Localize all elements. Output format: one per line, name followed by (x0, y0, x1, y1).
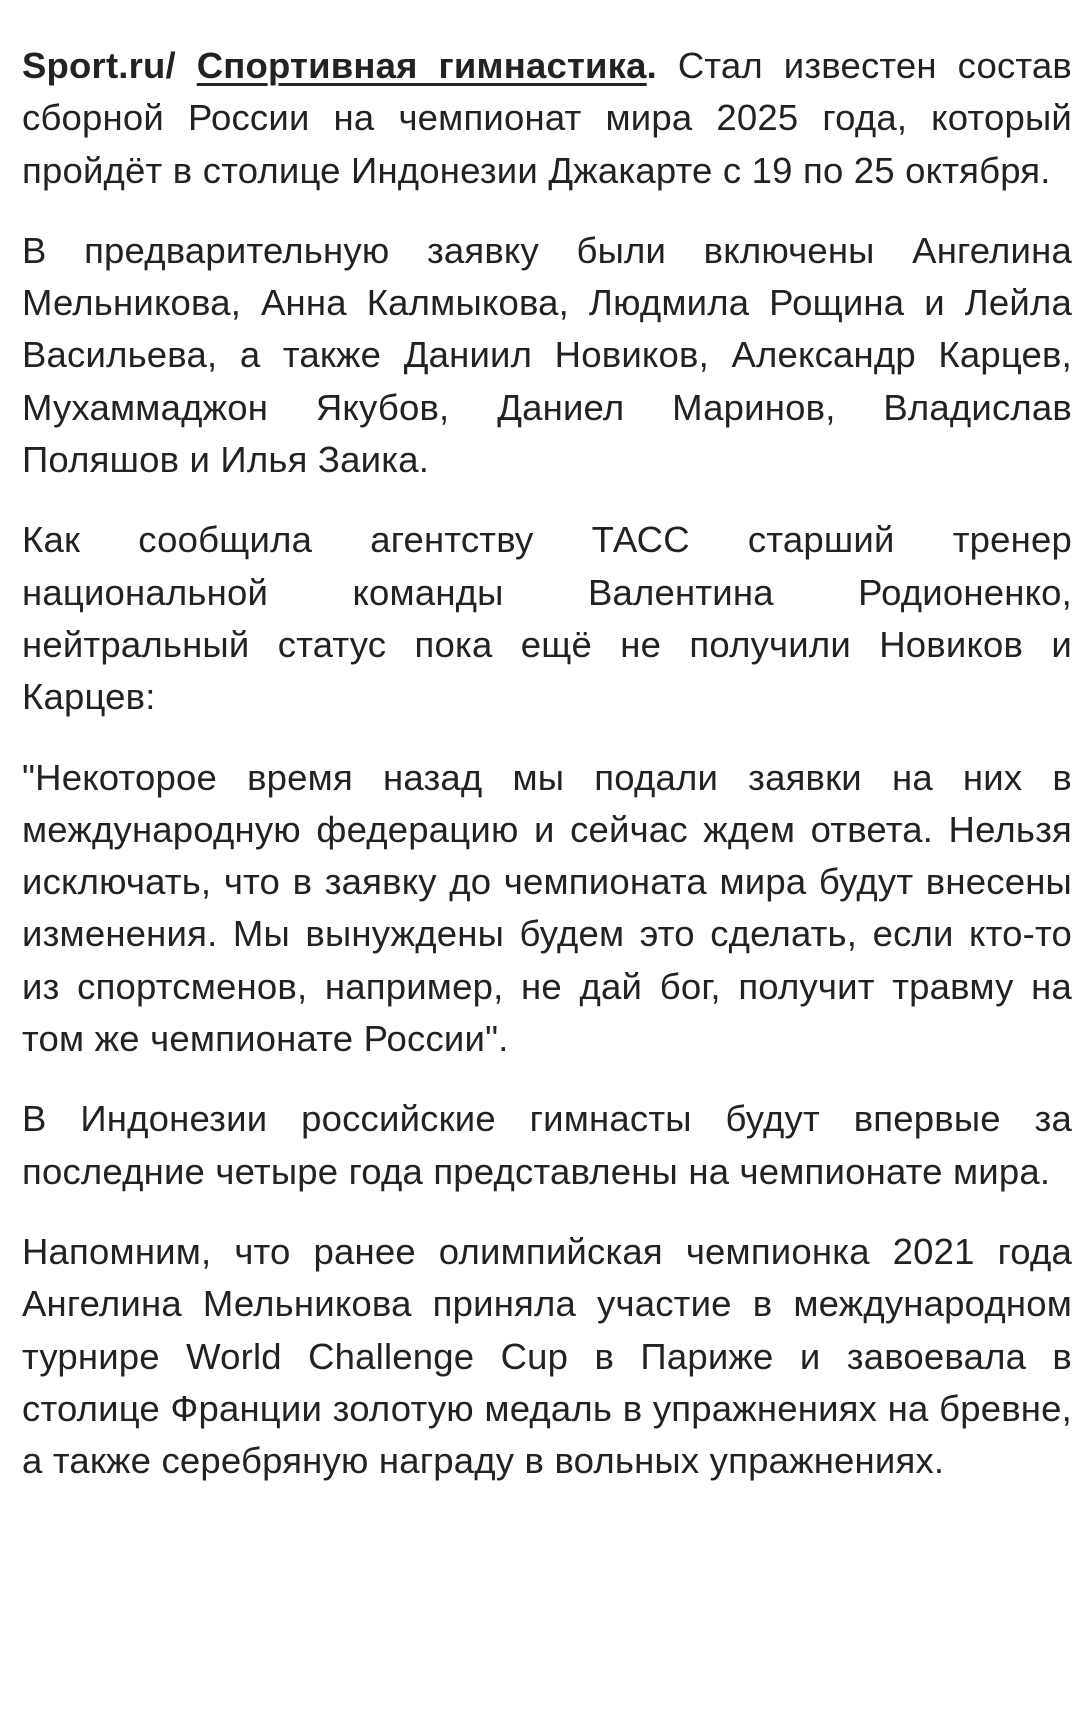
lead-dot: . (646, 45, 657, 86)
article-body (22, 40, 1072, 1515)
paragraph-melnikova: Напомним, что ранее олимпийская чемпионка 2021 года Ангелина Мельникова приняла участие в международном турнире World Challenge Cup в Париже и завоевала в столице Франции золотую медаль в упражнениях на бревне, а также серебряную награду в вольных упражнениях. (22, 1230, 1072, 1482)
source-label: Sport.ru/ (22, 45, 176, 86)
lead-text: Стал известен состав сборной России на чемпионат мира 2025 года, который пройдёт в столице Индонезии Джакарте с 19 по 25 октября. (22, 45, 1073, 191)
paragraph-quote: "Некоторое время назад мы подали заявки на них в международную федерацию и сейчас ждем ответа. Нельзя исключать, что в заявку до чемпионата мира будут внесены изменения. Мы вынуждены будем это сделать, если кто-то из спортсменов, например, не дай бог, получит травму на том же чемпионате России". (22, 756, 1072, 1060)
paragraph-indonesia: В Индонезии российские гимнасты будут впервые за последние четыре года представлены на чемпионате мира. (22, 1098, 1072, 1192)
section-link[interactable]: Спортивная гимнастика (196, 45, 647, 86)
paragraph-roster: В предварительную заявку были включены Ангелина Мельникова, Анна Калмыкова, Людмила Рощина и Лейла Васильева, а также Даниил Новиков, Александр Карцев, Мухаммаджон Якубов, Даниел Маринов, Владислав Поляшов и Илья Заика. (22, 229, 1072, 481)
lead-paragraph (22, 40, 1072, 197)
paragraph-coach-statement: Как сообщила агентству ТАСС старший тренер национальной команды Валентина Родионенко, нейтральный статус пока ещё не получили Новиков и Карцев: (22, 519, 1072, 718)
